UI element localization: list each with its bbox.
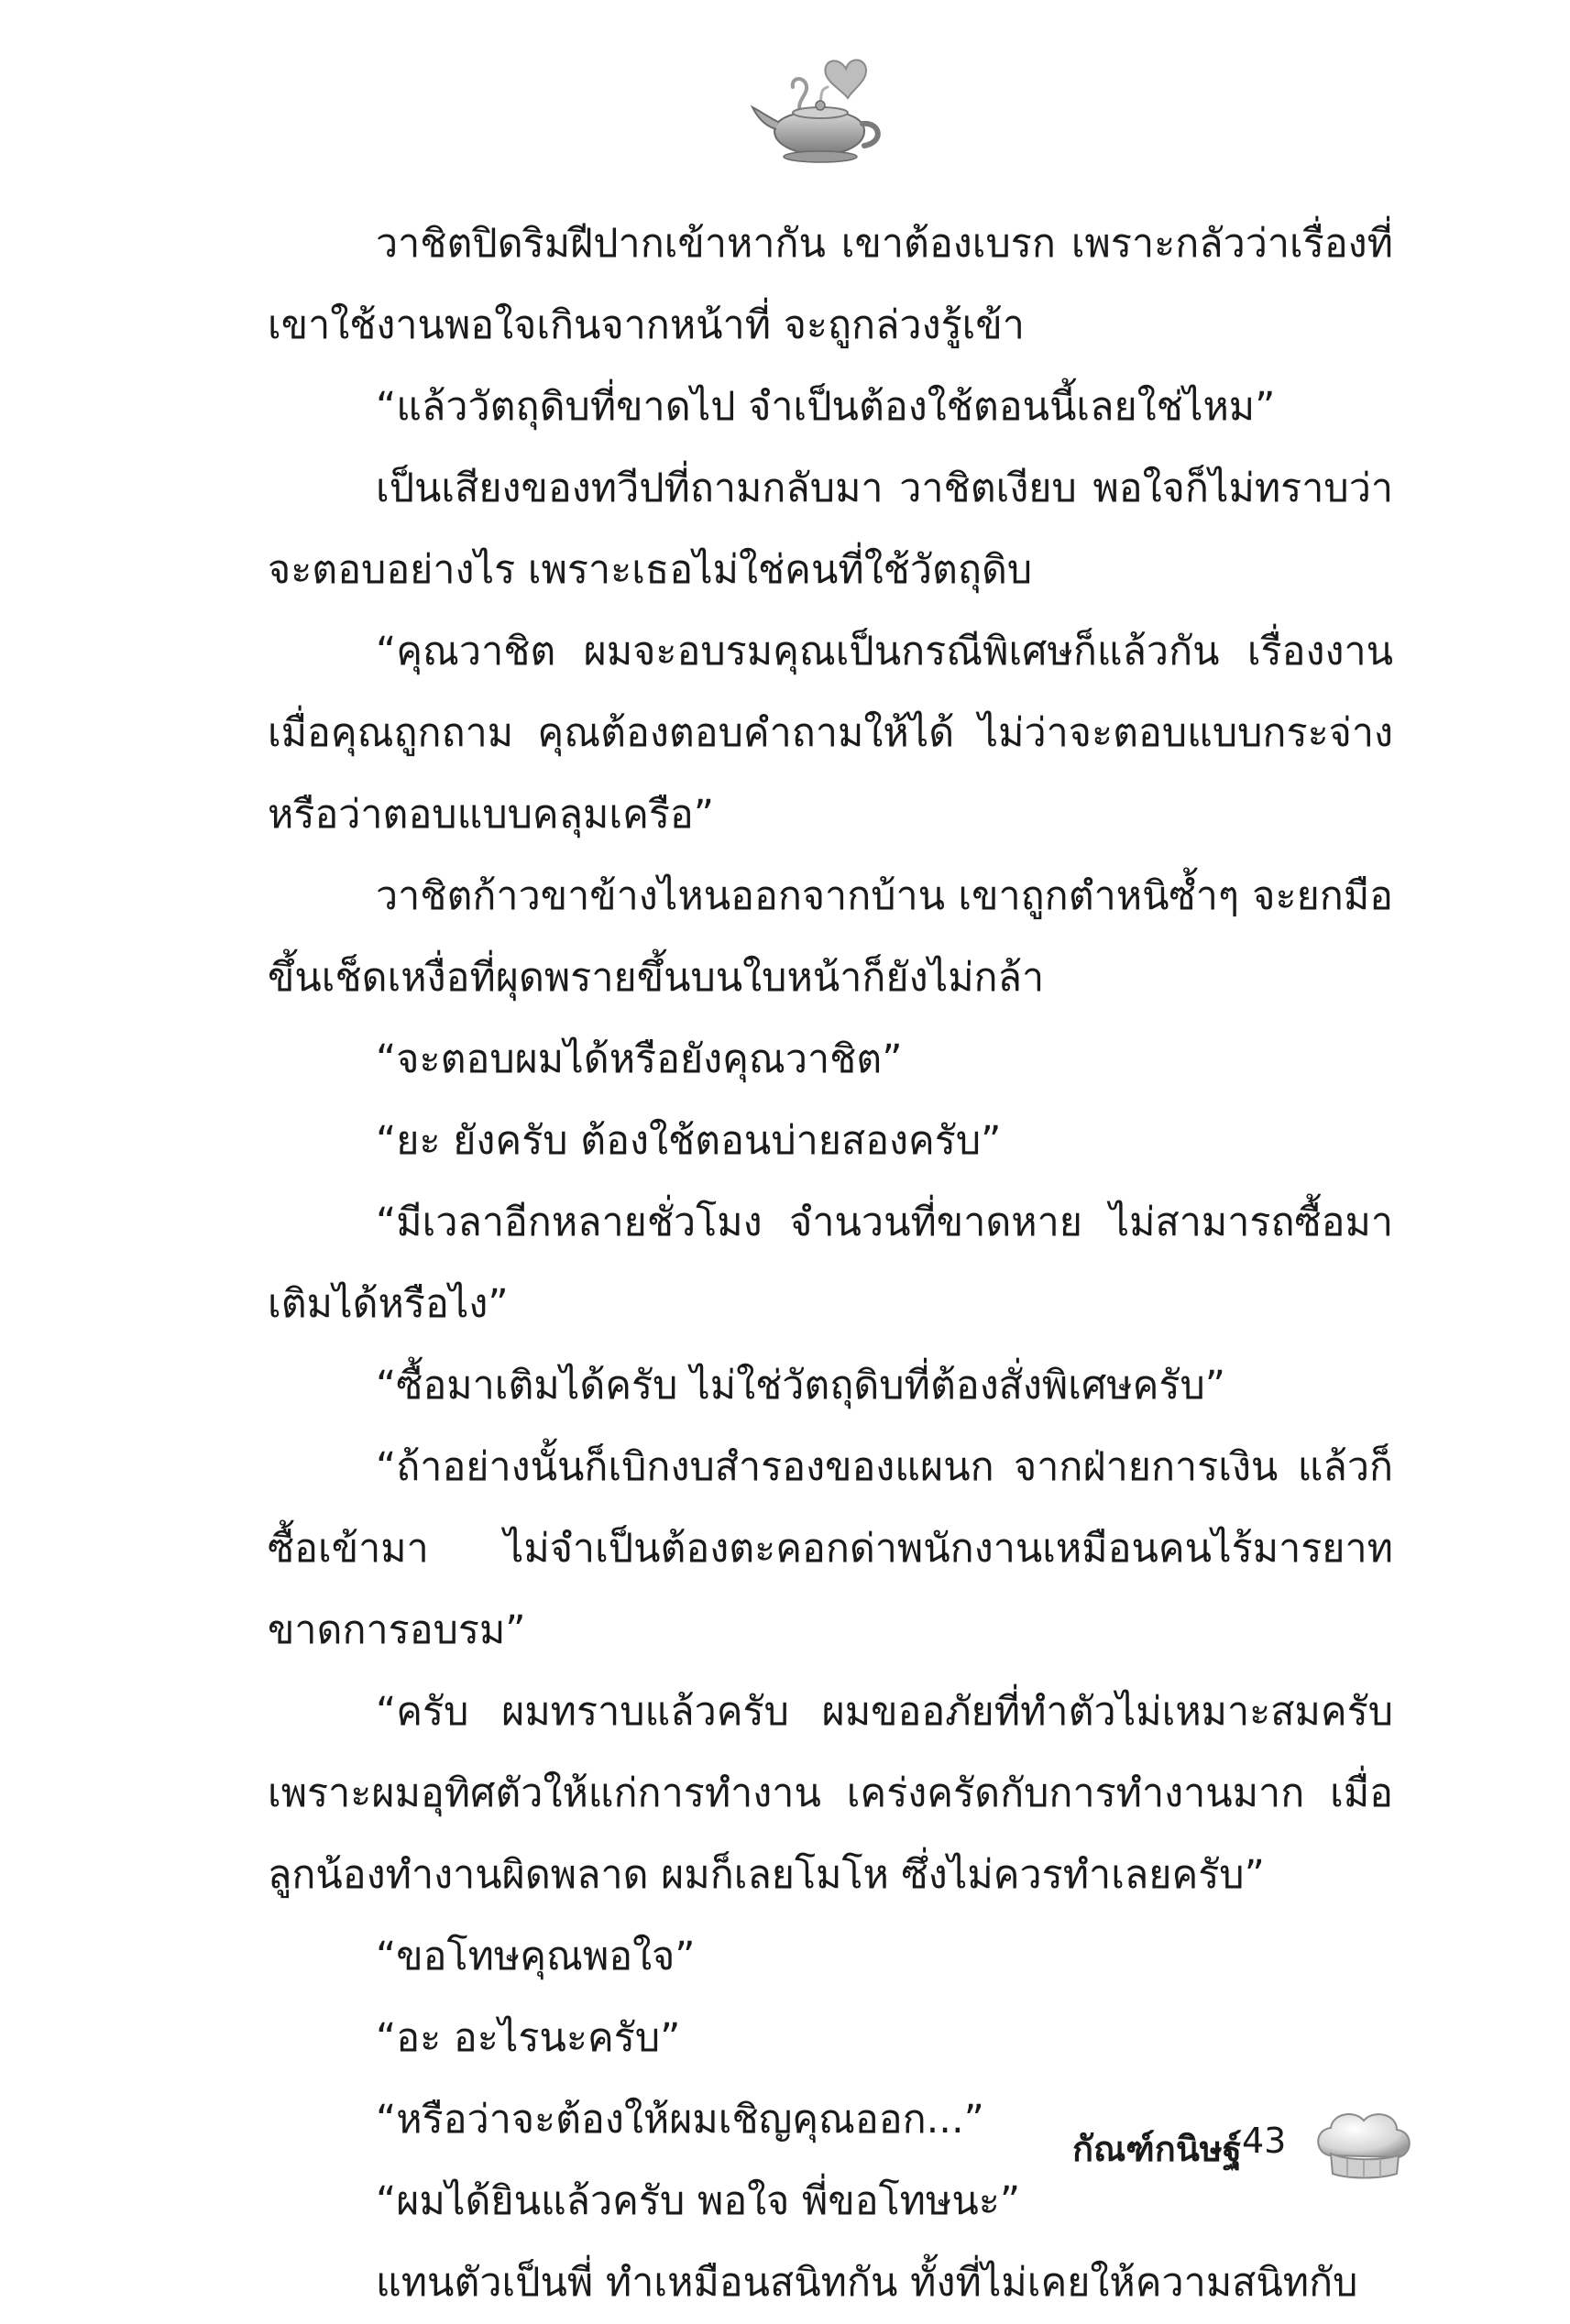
paragraph: วาชิตปิดริมฝีปากเข้าหากัน เขาต้องเบรก เพราะกลัวว่าเรื่องที่เขาใช้งานพอใจเกินจากหน้าที่ จะถูกล่วงรู้เข้า: [268, 221, 1393, 348]
paragraph: “คุณวาชิต ผมจะอบรมคุณเป็นกรณีพิเศษก็แล้วกัน เรื่องงานเมื่อคุณถูกถาม คุณต้องตอบคำถามให้ได้ ไม่ว่าจะตอบแบบกระจ่างหรือว่าตอบแบบคลุมเครือ”: [268, 629, 1393, 838]
body-text: [268, 203, 1393, 2324]
paragraph: “ยะ ยังครับ ต้องใช้ตอนบ่ายสองครับ”: [376, 1118, 1002, 1164]
paragraph: “ถ้าอย่างนั้นก็เบิกงบสำรองของแผนก จากฝ่ายการเงิน แล้วก็ซื้อเข้ามา ไม่จำเป็นต้องตะคอกด่าพนักงานเหมือนคนไร้มารยาท ขาดการอบรม”: [268, 1444, 1393, 1653]
paragraph: “อะ อะไรนะครับ”: [376, 2015, 681, 2061]
page-footer: [1072, 2108, 1421, 2181]
paragraph: “ซื้อมาเติมได้ครับ ไม่ใช่วัตถุดิบที่ต้องสั่งพิเศษครับ”: [376, 1363, 1226, 1409]
paragraph: “แล้ววัตถุดิบที่ขาดไป จำเป็นต้องใช้ตอนนี้เลยใช่ไหม”: [376, 384, 1276, 430]
paragraph: “หรือว่าจะต้องให้ผมเชิญคุณออก...”: [376, 2097, 984, 2143]
paragraph: เป็นเสียงของทวีปที่ถามกลับมา วาชิตเงียบ พอใจก็ไม่ทราบว่าจะตอบอย่างไร เพราะเธอไม่ใช่คนที่ใช้วัตถุดิบ: [268, 466, 1393, 593]
paragraph: แทนตัวเป็นพี่ ทำเหมือนสนิทกัน ทั้งที่ไม่เคยให้ความสนิทกับ: [376, 2260, 1358, 2306]
chef-hat-icon: [1311, 2108, 1416, 2183]
teapot-heart-ornament-icon: [747, 50, 894, 170]
paragraph: “ขอโทษคุณพอใจ”: [376, 1934, 696, 1979]
paragraph: “ครับ ผมทราบแล้วครับ ผมขออภัยที่ทำตัวไม่เหมาะสมครับ เพราะผมอุทิศตัวให้แก่การทำงาน เคร่งครัดกับการทำงานมาก เมื่อลูกน้องทำงานผิดพลาด ผมก็เลยโมโห ซึ่งไม่ควรทำเลยครับ”: [268, 1689, 1393, 1898]
page-number: 43: [1242, 2121, 1287, 2161]
book-title: กัณฑ์กนิษฐ์: [1072, 2129, 1242, 2169]
paragraph: “ผมได้ยินแล้วครับ พอใจ พี่ขอโทษนะ”: [376, 2178, 1021, 2224]
paragraph: วาชิตก้าวขาข้างไหนออกจากบ้าน เขาถูกตำหนิซ้ำๆ จะยกมือขึ้นเช็ดเหงื่อที่ผุดพรายขึ้นบนใบหน้าก็ยังไม่กล้า: [268, 873, 1393, 1001]
paragraph: “มีเวลาอีกหลายชั่วโมง จำนวนที่ขาดหาย ไม่สามารถซื้อมาเติมได้หรือไง”: [268, 1200, 1393, 1327]
paragraph: “จะตอบผมได้หรือยังคุณวาชิต”: [376, 1036, 903, 1082]
